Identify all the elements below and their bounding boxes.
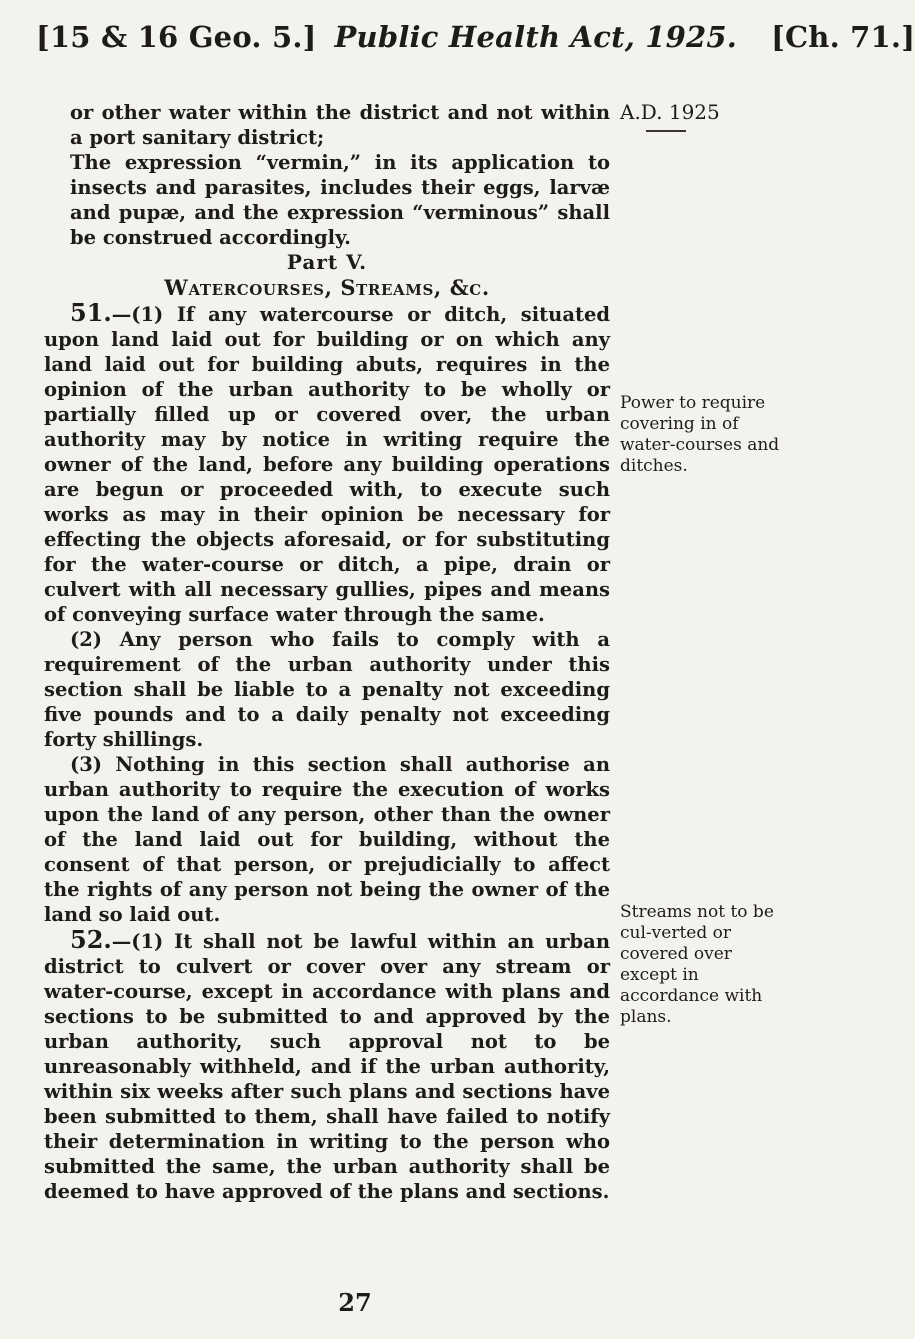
chapter-reference: [Ch. 71.]	[771, 20, 915, 54]
section-51-number: 51.	[70, 298, 112, 327]
margin-rule	[646, 130, 686, 132]
statute-text	[44, 100, 610, 1204]
part-heading: Part V.	[286, 250, 368, 274]
section-52-subsection-1-text: —(1) It shall not be lawful within an urban district to culvert or cover over any stream or water-course, except in accordance with plans and sections to be submitted to and approved by the urban authority, such approval not to be unreasonably withheld, and if the urban authority, within six weeks after such plans and sections have been submitted to them, shall have failed to notify their determination in writing to the person who submitted the same, the urban authority shall be deemed to have approved of the plans and sections.	[44, 930, 610, 1203]
margin-year: A.D. 1925	[620, 100, 720, 124]
section-51-subsection-1	[44, 300, 610, 627]
regnal-citation: [15 & 16 Geo. 5.]	[36, 20, 317, 54]
section-51-subsection-1-text: —(1) If any watercourse or ditch, situated upon land laid out for building or on which any land laid out for building abuts, requires in the opinion of the urban authority to be wholly or partially filled up or covered over, the urban authority may by notice in writing require the owner of the land, before any building operations are begun or proceeded with, to execute such works as may in their opinion be necessary for effecting the objects aforesaid, or for substituting for the water-course or ditch, a pipe, drain or culvert with all necessary gullies, pipes and means of conveying surface water through the same.	[44, 303, 610, 626]
running-head	[36, 20, 915, 54]
section-51-subsection-3: (3) Nothing in this section shall authorise an urban authority to require the execution of works upon the land of any person, other than the owner of the land laid out for building, without the consent of that person, or prejudicially to affect the rights of any person not being the owner of the land so laid out.	[44, 753, 610, 926]
continuation-paragraph: or other water within the district and not within a port sanitary district;	[70, 101, 610, 149]
section-51-subsection-2: (2) Any person who fails to comply with a requirement of the urban authority under this section shall be liable to a penalty not exceeding five pounds and to a daily penalty not exceeding forty shillings.	[44, 628, 610, 751]
vermin-definition: The expression “vermin,” in its application to insects and parasites, includes their eggs, larvæ and pupæ, and the expression “verminous” shall be construed accordingly.	[70, 151, 610, 249]
act-title: Public Health Act, 1925.	[334, 20, 738, 54]
side-note-section-51: Power to require covering in of water-courses and ditches.	[620, 393, 780, 476]
page-number: 27	[338, 1288, 372, 1317]
side-note-section-52: Streams not to be cul-verted or covered over except in accordance with plans.	[620, 902, 774, 1027]
section-52-subsection-1	[44, 927, 610, 1204]
part-subheading: Watercourses, Streams, &c.	[164, 275, 490, 300]
section-52-number: 52.	[70, 925, 112, 954]
